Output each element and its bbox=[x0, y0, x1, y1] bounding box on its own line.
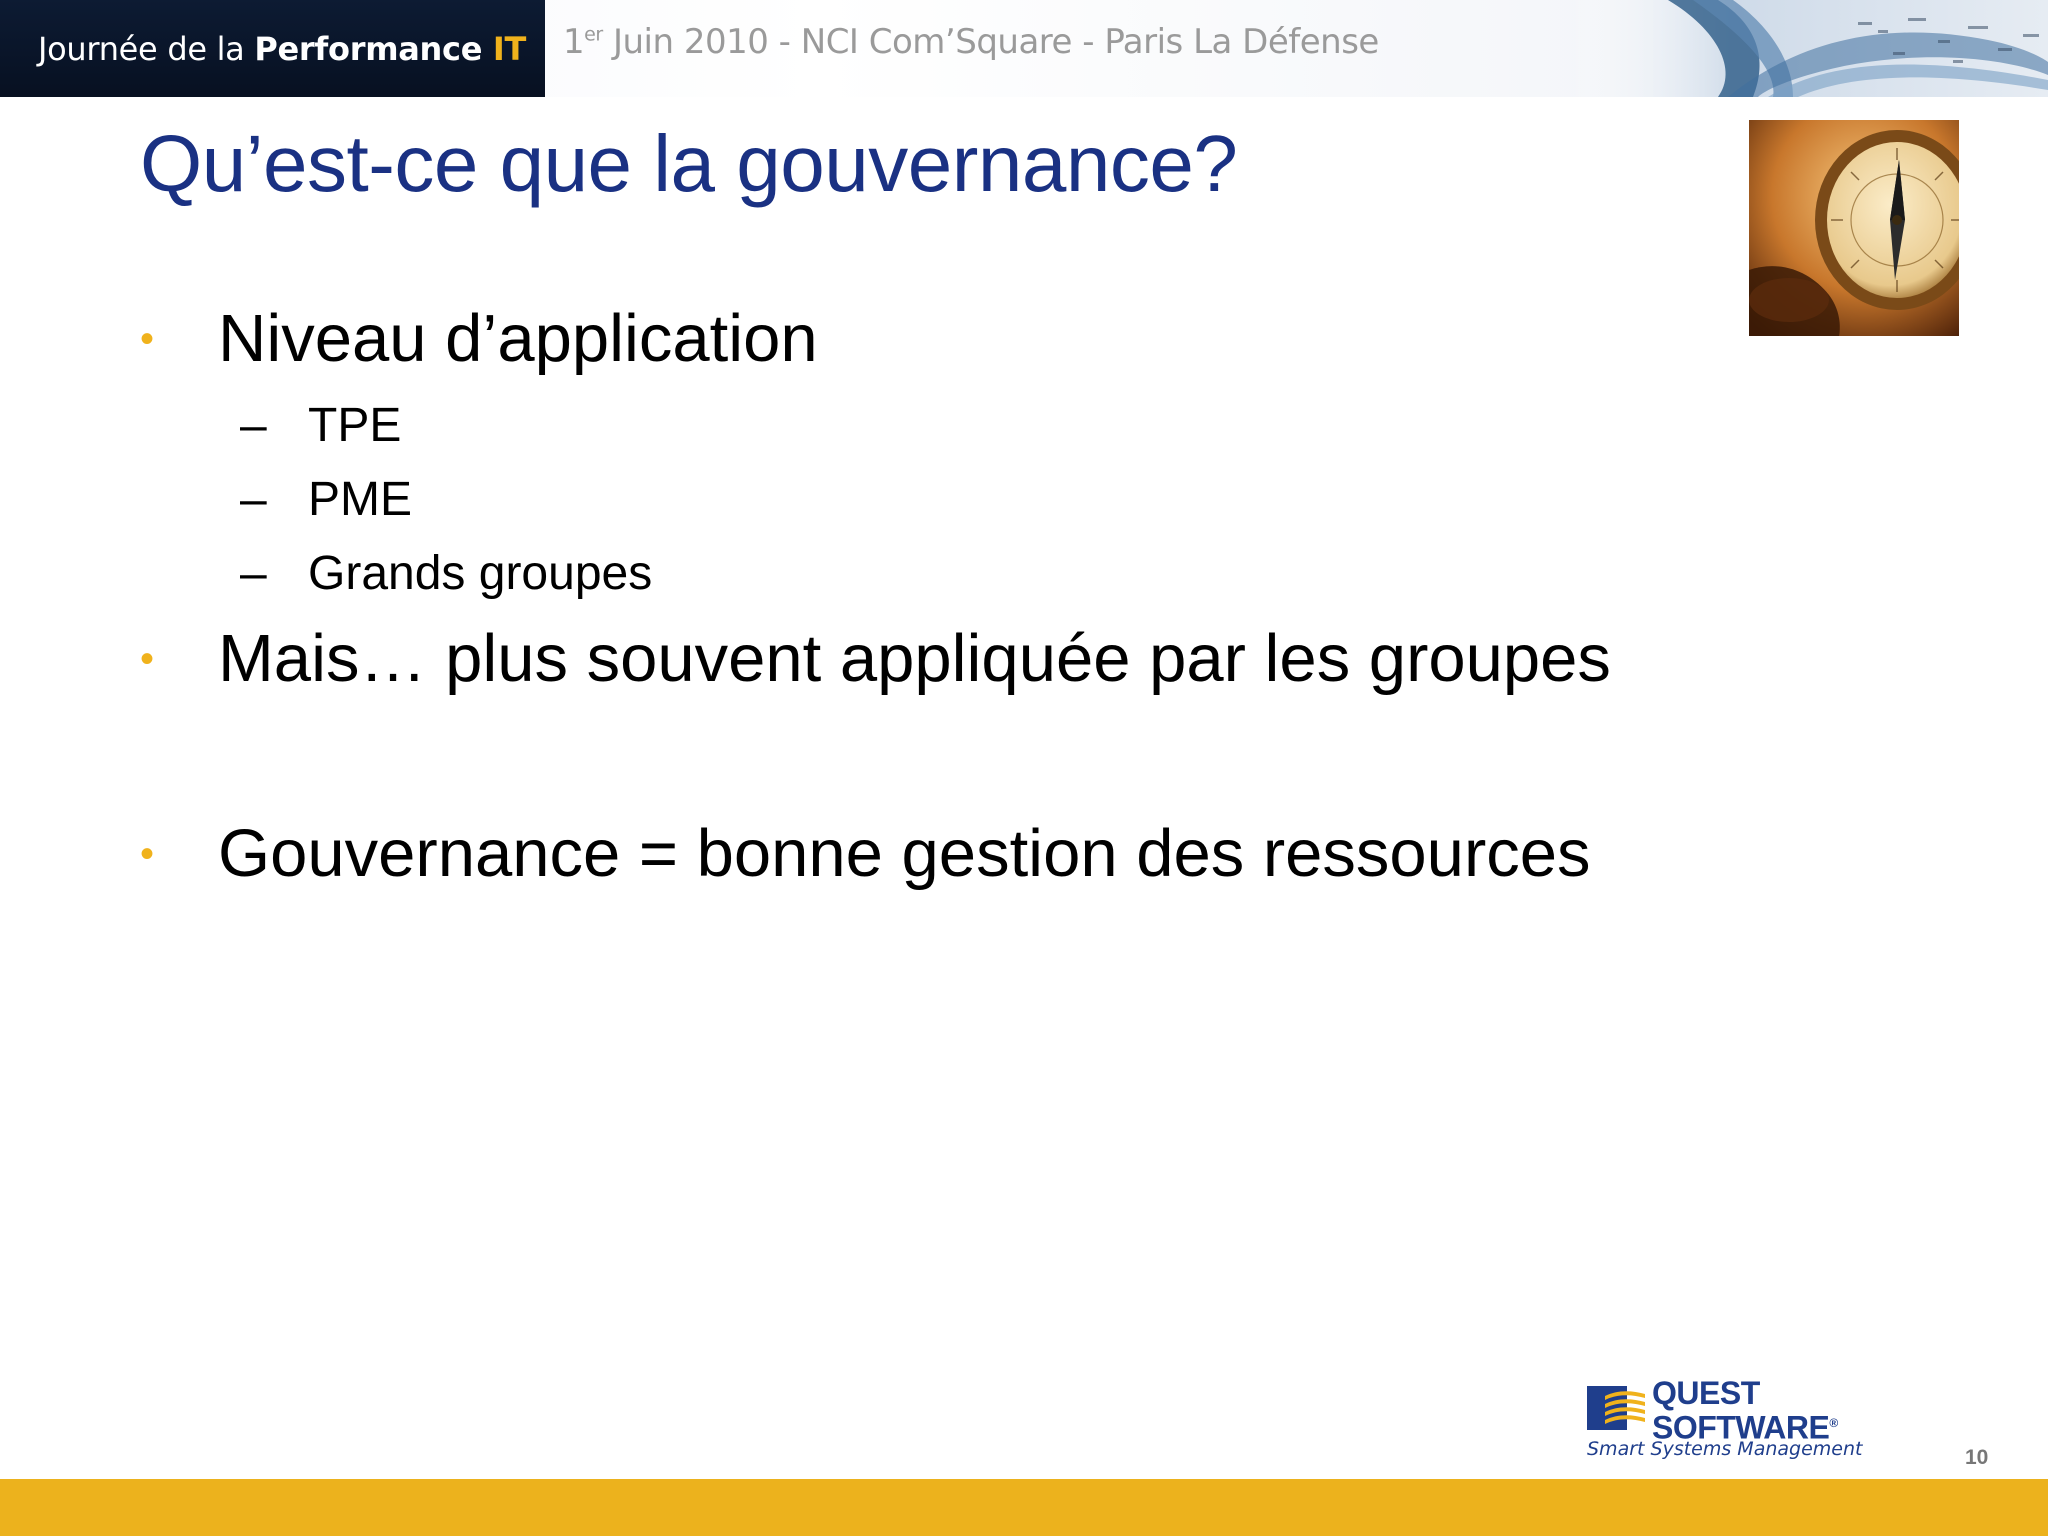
bullet-item bbox=[140, 620, 1611, 697]
logo-wordmark bbox=[1652, 1375, 1838, 1446]
bullet-item bbox=[140, 300, 818, 377]
bullet-text: Mais… plus souvent appliquée par les groupes bbox=[218, 621, 1611, 696]
event-date-rest: Juin 2010 - NCI Com’Square - Paris La Défense bbox=[602, 22, 1379, 62]
event-name bbox=[38, 30, 526, 68]
bullet-item bbox=[140, 815, 1591, 892]
sub-bullet-glyph: – bbox=[240, 473, 267, 526]
bullet-glyph: • bbox=[140, 831, 155, 876]
page-number: 10 bbox=[1965, 1446, 1989, 1469]
logo-tagline: Smart Systems Management bbox=[1587, 1438, 1863, 1460]
event-name-it: IT bbox=[482, 29, 527, 68]
logo-line1: QUEST bbox=[1652, 1375, 1760, 1411]
bullet-text: Gouvernance = bonne gestion des ressources bbox=[218, 816, 1591, 891]
sub-bullet-item bbox=[240, 398, 401, 453]
sub-bullet-item bbox=[240, 546, 652, 601]
banner-decoration bbox=[1568, 0, 2048, 97]
logo-registered-mark: ® bbox=[1829, 1416, 1838, 1430]
quest-swoosh-icon bbox=[1587, 1380, 1647, 1436]
sub-bullet-glyph: – bbox=[240, 399, 267, 452]
sub-bullet-text: PME bbox=[308, 473, 413, 526]
footer-bar bbox=[0, 1479, 2048, 1536]
bullet-glyph: • bbox=[140, 636, 155, 681]
sub-bullet-text: Grands groupes bbox=[308, 547, 653, 600]
slide-title: Qu’est-ce que la gouvernance? bbox=[140, 119, 1238, 208]
logo-line2: SOFTWARE bbox=[1652, 1409, 1830, 1446]
sub-bullet-glyph: – bbox=[240, 547, 267, 600]
bullet-text: Niveau d’application bbox=[218, 301, 818, 376]
sub-bullet-text: TPE bbox=[308, 399, 402, 452]
bullet-glyph: • bbox=[140, 316, 155, 361]
sub-bullet-item bbox=[240, 472, 412, 527]
event-name-bold: Performance bbox=[254, 29, 483, 68]
event-name-box bbox=[0, 0, 545, 97]
header-banner bbox=[0, 0, 2048, 97]
event-date bbox=[563, 22, 1379, 62]
event-name-prefix: Journée de la bbox=[38, 29, 255, 68]
compass-image bbox=[1749, 120, 1959, 336]
event-date-sup: er bbox=[584, 23, 603, 46]
quest-software-logo bbox=[1585, 1375, 1875, 1468]
event-date-day: 1 bbox=[563, 22, 585, 62]
